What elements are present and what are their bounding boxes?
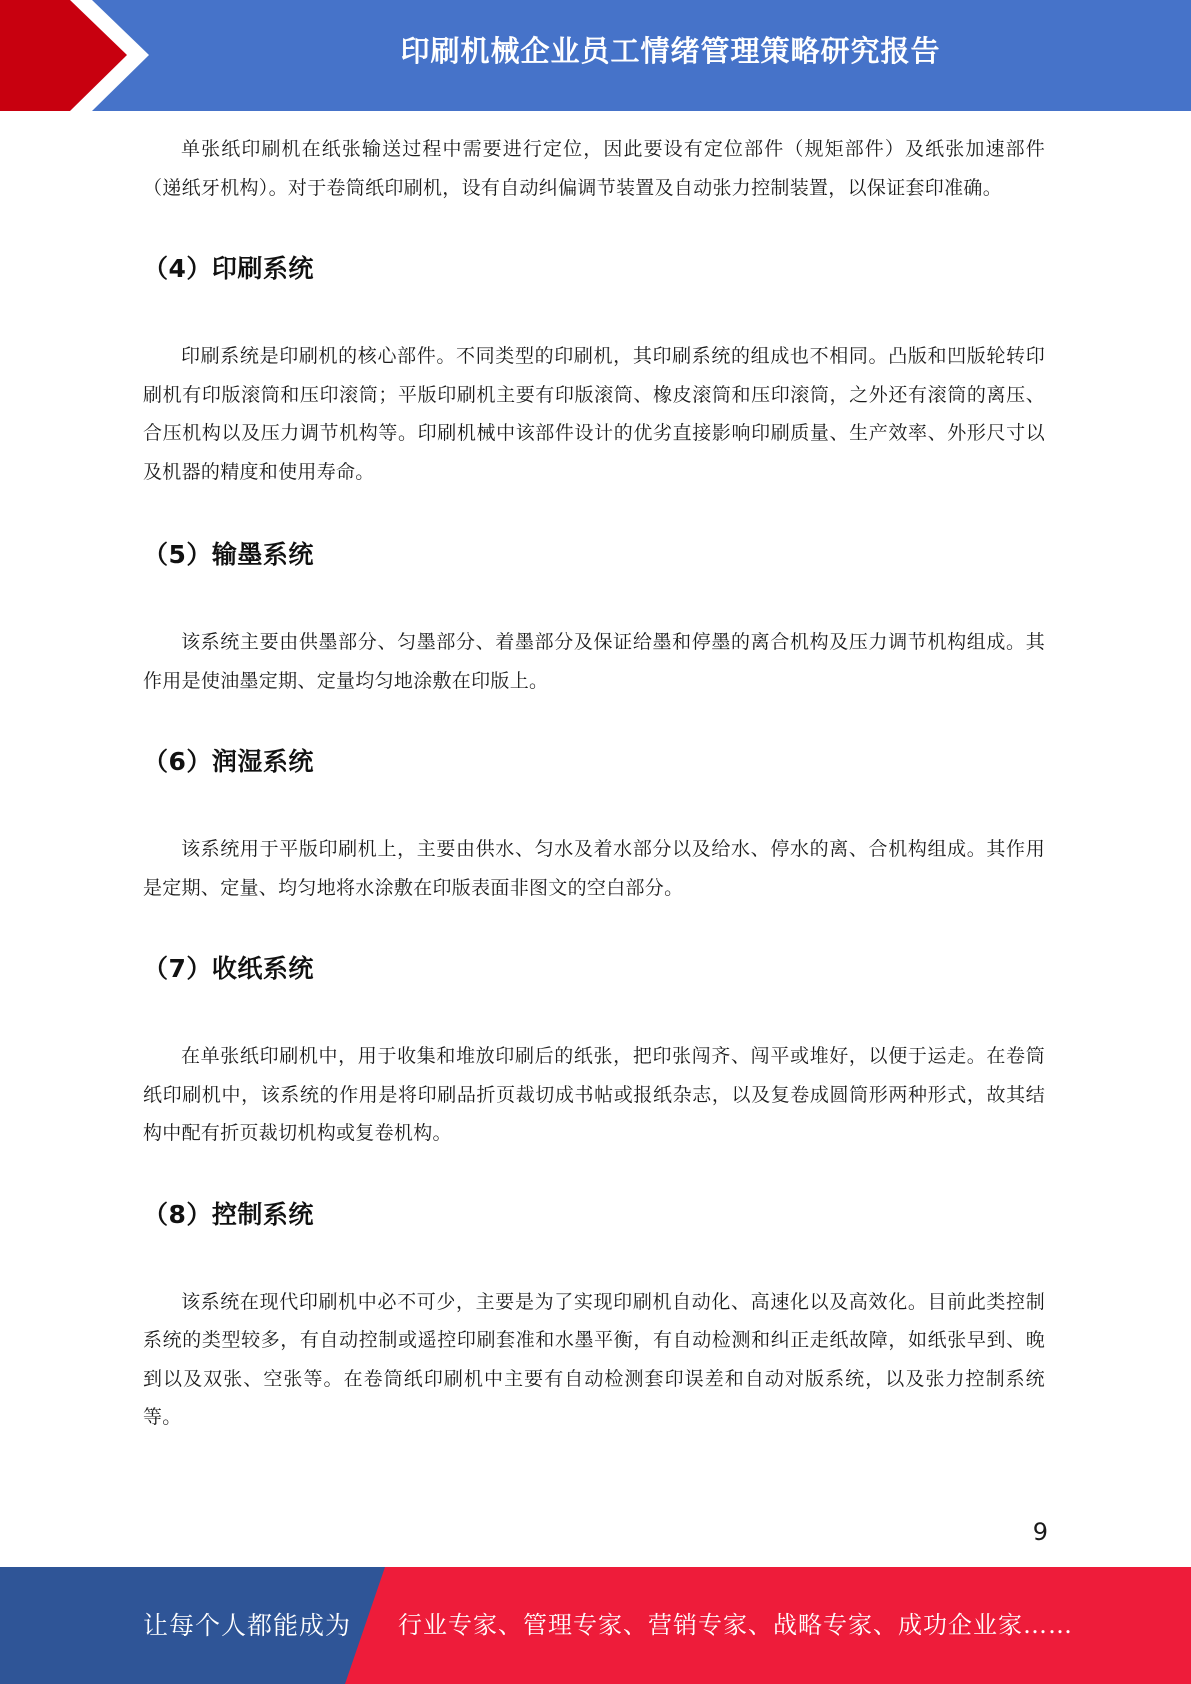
page-content [143, 130, 1045, 1437]
footer-slogan-right: 行业专家、管理专家、营销专家、战略专家、成功企业家…… [398, 1611, 1073, 1639]
page-number: 9 [1032, 1518, 1048, 1546]
paragraph-registration: 单张纸印刷机在纸张输送过程中需要进行定位，因此要设有定位部件（规矩部件）及纸张加速部件（递纸牙机构）。对于卷筒纸印刷机，设有自动纠偏调节装置及自动张力控制装置，以保证套印准确。 [143, 138, 1045, 199]
footer-slogan-left: 让每个人都能成为 [143, 1611, 352, 1640]
paragraph-printing-system: 印刷系统是印刷机的核心部件。不同类型的印刷机，其印刷系统的组成也不相同。凸版和凹版轮转印刷机有印版滚筒和压印滚筒；平版印刷机主要有印版滚筒、橡皮滚筒和压印滚筒，之外还有滚筒的离压、合压机构以及压力调节机构等。印刷机械中该部件设计的优劣直接影响印刷质量、生产效率、外形尺寸以及机器的精度和使用寿命。 [143, 345, 1045, 483]
paragraph-delivery-system: 在单张纸印刷机中，用于收集和堆放印刷后的纸张，把印张闯齐、闯平或堆好，以便于运走。在卷筒纸印刷机中，该系统的作用是将印刷品折页裁切成书帖或报纸杂志，以及复卷成圆筒形两种形式，故其结构中配有折页裁切机构或复卷机构。 [143, 1045, 1045, 1144]
heading-dampening-system: （6）润湿系统 [143, 747, 314, 776]
page-header [0, 0, 1191, 111]
report-title: 印刷机械企业员工情绪管理策略研究报告 [400, 34, 941, 68]
paragraph-inking-system: 该系统主要由供墨部分、匀墨部分、着墨部分及保证给墨和停墨的离合机构及压力调节机构组成。其作用是使油墨定期、定量均匀地涂敷在印版上。 [143, 631, 1045, 692]
red-chevron-decoration [0, 0, 160, 111]
paragraph-control-system: 该系统在现代印刷机中必不可少，主要是为了实现印刷机自动化、高速化以及高效化。目前此类控制系统的类型较多，有自动控制或遥控印刷套准和水墨平衡，有自动检测和纠正走纸故障，如纸张早到、晚到以及双张、空张等。在卷筒纸印刷机中主要有自动检测套印误差和自动对版系统，以及张力控制系统等。 [143, 1290, 1045, 1428]
heading-inking-system: （5）输墨系统 [143, 540, 314, 569]
heading-control-system: （8）控制系统 [143, 1199, 314, 1229]
heading-printing-system: （4）印刷系统 [143, 254, 314, 283]
page-footer [0, 1567, 1191, 1684]
heading-delivery-system: （7）收纸系统 [143, 954, 314, 983]
paragraph-dampening-system: 该系统用于平版印刷机上，主要由供水、匀水及着水部分以及给水、停水的离、合机构组成。其作用是定期、定量、均匀地将水涂敷在印版表面非图文的空白部分。 [143, 838, 1045, 899]
